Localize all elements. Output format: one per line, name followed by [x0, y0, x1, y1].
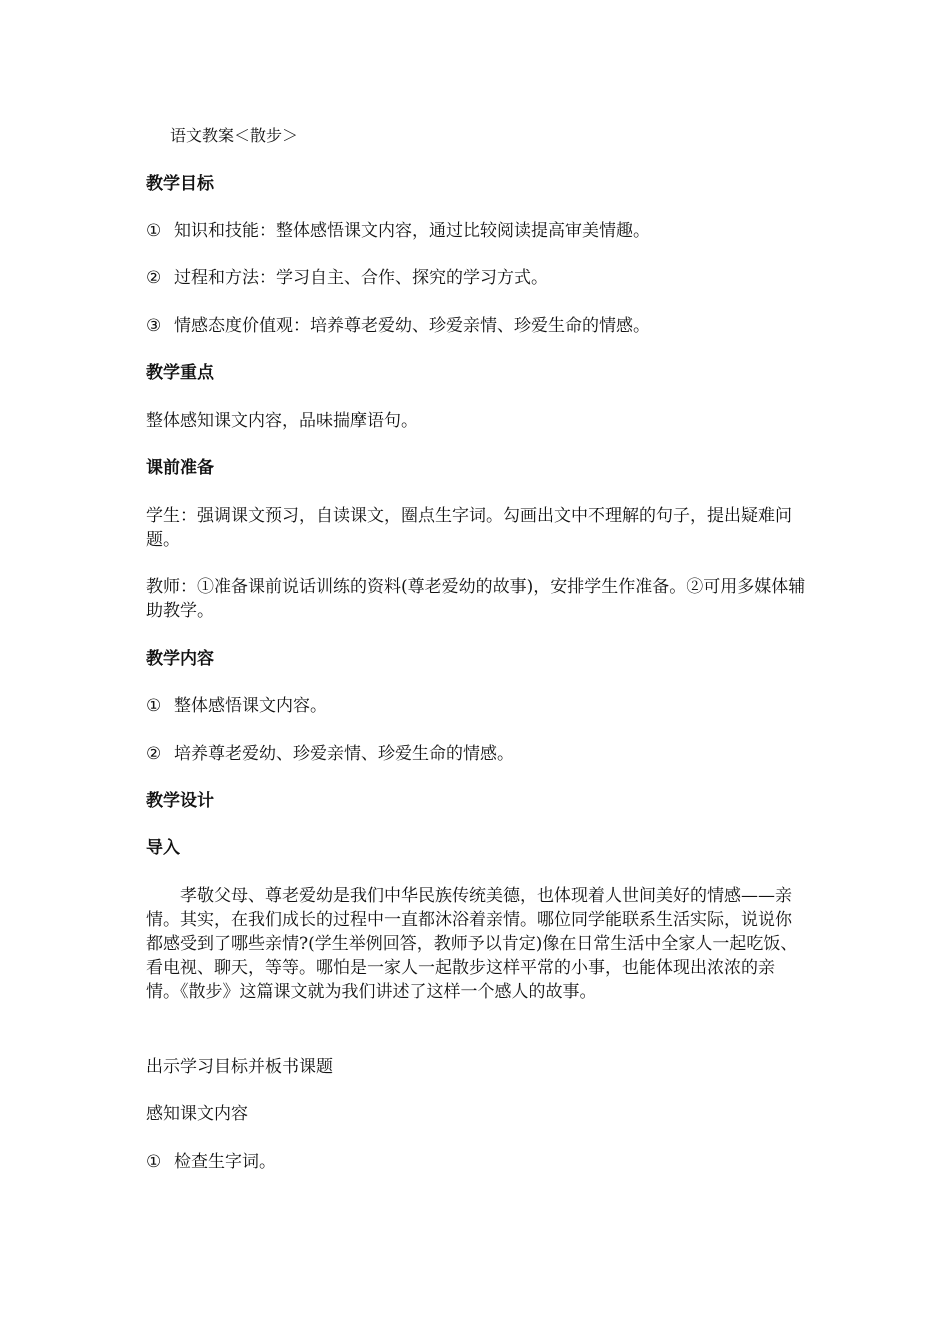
intro-paragraph: 孝敬父母、尊老爱幼是我们中华民族传统美德，也体现着人世间美好的情感——亲情。其实，在我们成长的过程中一直都沐浴着亲情。哪位同学能联系生活实际，说说你都感受到了哪些亲情?(学生举例回答，教师予以肯定)像在日常生活中全家人一起吃饭、看电视、聊天，等等。哪怕是一家人一起散步这样平常的小事，也能体现出浓浓的亲情。《散步》这篇课文就为我们讲述了这样一个感人的故事。 [146, 886, 798, 1002]
goal-item-2-number: ② [146, 268, 162, 288]
content-item-2-number: ② [146, 744, 162, 764]
heading-teaching-design: 教学设计 [146, 791, 214, 811]
perceive-item-1 [146, 1150, 808, 1174]
goal-item-2-text: 过程和方法：学习自主、合作、探究的学习方式。 [174, 268, 548, 288]
content-item-1 [146, 694, 808, 718]
goal-item-1-text: 知识和技能：整体感悟课文内容，通过比较阅读提高审美情趣。 [174, 221, 650, 241]
goal-item-3-text: 情感态度价值观：培养尊老爱幼、珍爱亲情、珍爱生命的情感。 [174, 316, 650, 336]
show-goals-text: 出示学习目标并板书课题 [146, 1057, 333, 1077]
heading-introduction: 导入 [146, 838, 180, 858]
focus-text: 整体感知课文内容，品味揣摩语句。 [146, 411, 418, 431]
document-title: 语文教案＜散步＞ [170, 126, 299, 145]
content-item-1-number: ① [146, 696, 162, 716]
perceive-item-1-text: 检查生字词。 [174, 1152, 276, 1172]
heading-preparation: 课前准备 [146, 458, 214, 478]
goal-item-1-number: ① [146, 221, 162, 241]
goal-item-2 [146, 266, 808, 290]
perceive-item-1-number: ① [146, 1152, 162, 1172]
goal-item-3 [146, 314, 808, 338]
goal-item-1 [146, 219, 808, 243]
prep-teacher-text: 教师：①准备课前说话训练的资料(尊老爱幼的故事)，安排学生作准备。②可用多媒体辅助教学。 [146, 577, 806, 621]
heading-teaching-content: 教学内容 [146, 649, 214, 669]
content-item-1-text: 整体感悟课文内容。 [174, 696, 327, 716]
goal-item-3-number: ③ [146, 316, 162, 336]
heading-teaching-goals: 教学目标 [146, 174, 214, 194]
content-item-2-text: 培养尊老爱幼、珍爱亲情、珍爱生命的情感。 [174, 744, 514, 764]
perceive-heading: 感知课文内容 [146, 1104, 248, 1124]
heading-teaching-focus: 教学重点 [146, 363, 214, 383]
content-item-2 [146, 742, 808, 766]
prep-student-text: 学生：强调课文预习，自读课文，圈点生字词。勾画出文中不理解的句子，提出疑难问题。 [146, 506, 792, 550]
